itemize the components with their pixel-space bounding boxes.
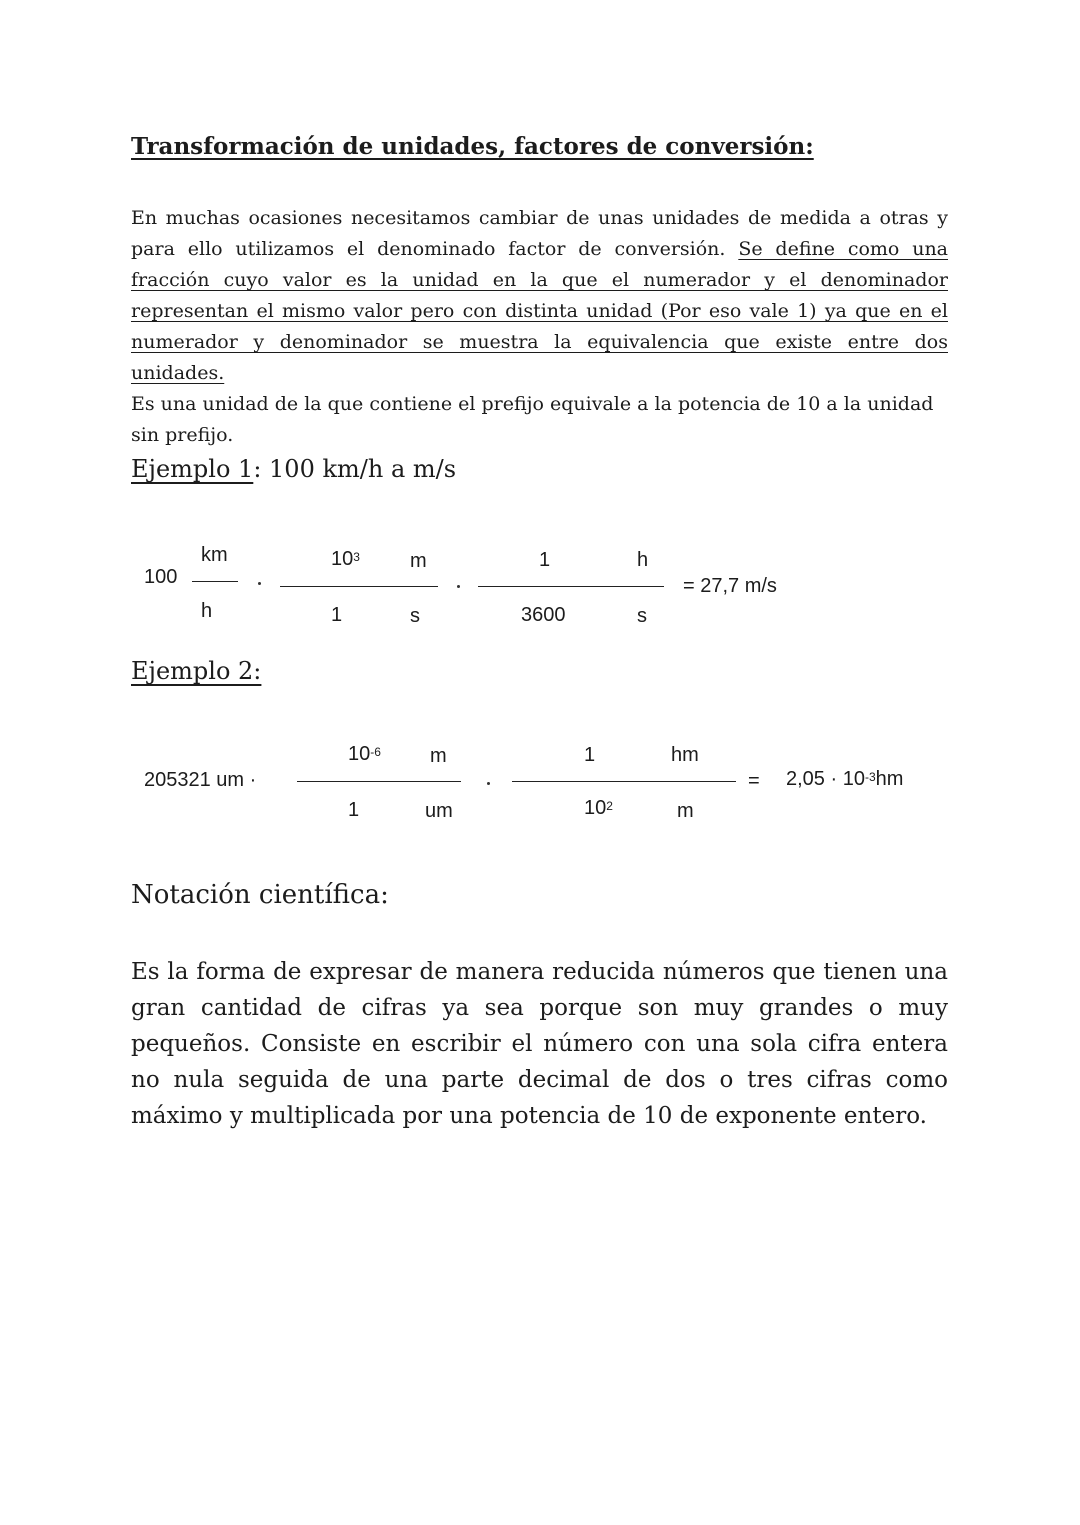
example2-result (786, 768, 903, 791)
intro-text: En muchas ocasiones necesitamos cambiar de unas unidades de medida a otras y para ello utilizamos el denominado factor de conversión. (131, 207, 948, 260)
example2-equals: = (748, 770, 760, 792)
example2-result-exponent: -3 (864, 770, 876, 784)
example1-heading (131, 455, 456, 483)
example2-f1-num-base: 10 (348, 743, 371, 765)
example2-f1-numerator-unit: m (430, 745, 447, 767)
multiply-dot (258, 582, 261, 585)
example1-f2-num-exponent: 3 (353, 550, 360, 564)
example2-f2-den-exponent: 2 (606, 799, 613, 813)
example2-f1-denominator: 1 (348, 799, 360, 821)
multiply-dot (457, 585, 460, 588)
example2-f1-denominator-unit: um (425, 800, 453, 822)
example1-f3-fraction-bar (478, 586, 664, 587)
intro-prefix-note: Es una unidad de la que contiene el prefijo equivale a la potencia de 10 a la unidad sin prefijo. (131, 393, 934, 446)
example1-result: = 27,7 m/s (683, 575, 777, 597)
example2-f1-num-exponent: -6 (370, 745, 381, 759)
example2-heading (131, 657, 261, 685)
example1-f2-numerator (331, 548, 360, 571)
example2-f2-denominator (584, 797, 613, 820)
page-title: Transformación de unidades, factores de conversión: (131, 133, 814, 160)
example2-f2-denominator-unit: m (677, 800, 694, 822)
multiply-dot (487, 782, 490, 785)
example2-result-mantissa: 2,05 · 10 (786, 768, 865, 790)
intro-paragraph (131, 203, 948, 451)
example1-f3-numerator-unit: h (637, 549, 649, 571)
example1-f1-numerator: km (201, 544, 228, 566)
example1-statement: : 100 km/h a m/s (253, 455, 457, 483)
example1-label: Ejemplo 1 (131, 455, 254, 483)
example2-f2-numerator: 1 (584, 744, 596, 766)
example2-label: Ejemplo 2: (131, 657, 262, 685)
example1-f1-denominator: h (201, 600, 213, 622)
example1-f2-fraction-bar (280, 586, 438, 587)
example1-value: 100 (144, 566, 178, 588)
example2-f2-fraction-bar (512, 781, 736, 782)
scientific-notation-text: Es la forma de expresar de manera reducida números que tienen una gran cantidad de cifras ya sea porque son muy grandes o muy pequeños. Consiste en escribir el número con una sola cifra entera no nula seguida de una parte decimal de dos o tres cifras como máximo y multiplicada por una potencia de 10 de exponente entero. (131, 959, 948, 1129)
example1-f3-denominator: 3600 (521, 604, 566, 626)
example2-f1-numerator (348, 743, 381, 766)
example1-f2-denominator: 1 (331, 604, 343, 626)
intro-definition-underlined: Se define como una fracción cuyo valor es la unidad en la que el numerador y el denominador representan el mismo valor pero con distinta unidad (Por eso vale 1) ya que en el numerador y denominador se muestra la equivalencia que existe entre dos unidades. (131, 238, 949, 384)
example1-f2-denominator-unit: s (410, 605, 420, 627)
example2-f2-numerator-unit: hm (671, 744, 699, 766)
example2-result-unit: hm (875, 768, 904, 790)
example1-f2-num-base: 10 (331, 548, 354, 570)
example2-f1-fraction-bar (297, 781, 461, 782)
example2-f2-den-base: 10 (584, 797, 607, 819)
example2-value: 205321 um · (144, 769, 257, 791)
scientific-notation-heading: Notación científica: (131, 880, 389, 910)
example1-f3-numerator: 1 (539, 549, 551, 571)
example1-f1-fraction-bar (192, 581, 238, 582)
example1-f3-denominator-unit: s (637, 605, 647, 627)
example1-f2-numerator-unit: m (410, 550, 427, 572)
